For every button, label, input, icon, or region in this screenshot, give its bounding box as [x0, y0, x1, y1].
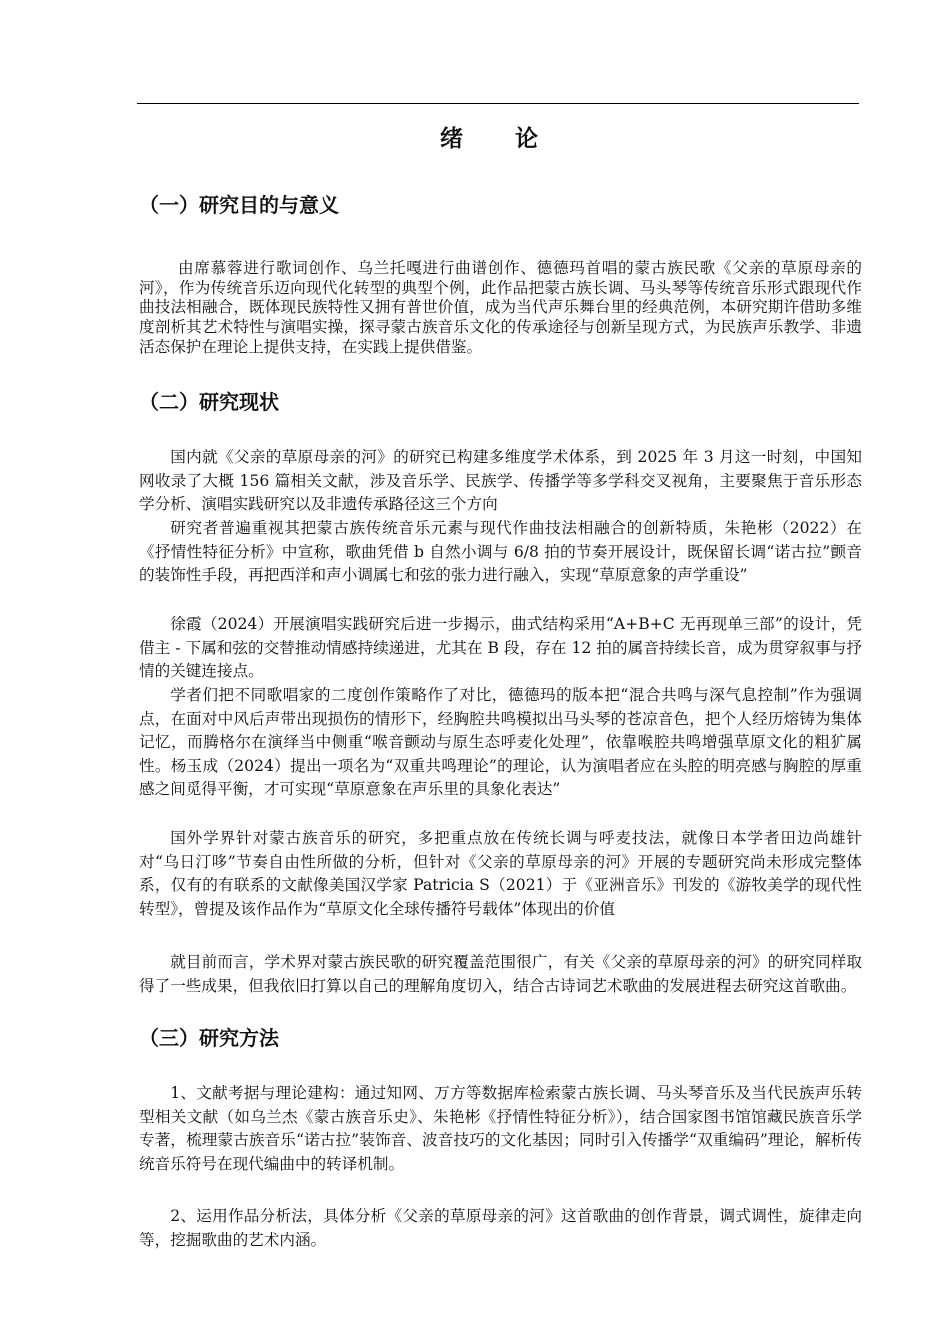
paragraph-3-2: 2、运用作品分析法，具体分析《父亲的草原母亲的河》这首歌曲的创作背景，调式调性，旋律走向等，挖掘歌曲的艺术内涵。	[139, 1207, 862, 1249]
section-heading-3: （三）研究方法	[139, 1026, 279, 1050]
paragraph-2-3: 徐霞（2024）开展演唱实践研究后进一步揭示，曲式结构采用“A+B+C 无再现单三部”的设计，凭借主 - 下属和弦的交替推动情感持续递进，尤其在 B 段，存在 12 拍的属音持续长音，成为贯穿叙事与抒情的关键连接点。	[139, 615, 862, 681]
paragraph-2-4: 学者们把不同歌唱家的二度创作策略作了对比，德德玛的版本把“混合共鸣与深气息控制”作为强调点，在面对中风后声带出现损伤的情形下，经胸腔共鸣模拟出马头琴的苍凉音色，把个人经历熔铸为集体记忆，而腾格尔在演绎当中侧重“喉音颤动与原生态呼麦化处理”，依靠喉腔共鸣增强草原文化的粗犷属性。杨玉成（2024）提出一项名为“双重共鸣理论”的理论，认为演唱者应在头腔的明亮感与胸腔的厚重感之间觅得平衡，才可实现“草原意象在声乐里的具象化表达”	[139, 686, 862, 799]
chapter-title: 绪 论	[439, 126, 560, 152]
paragraph-3-1: 1、文献考据与理论建构：通过知网、万方等数据库检索蒙古族长调、马头琴音乐及当代民族声乐转型相关文献（如乌兰杰《蒙古族音乐史》、朱艳彬《抒情性特征分析》），结合国家图书馆馆藏民族音乐学专著，梳理蒙古族音乐“诺古拉”装饰音、波音技巧的文化基因；同时引入传播学“双重编码”理论，解析传统音乐符号在现代编曲中的转译机制。	[139, 1084, 862, 1173]
paragraph-2-2: 研究者普遍重视其把蒙古族传统音乐元素与现代作曲技法相融合的创新特质，朱艳彬（2022）在《抒情性特征分析》中宣称，歌曲凭借 b 自然小调与 6/8 拍的节奏开展设计，既保留长调“诺古拉”颤音的装饰性手段，再把西洋和声小调属七和弦的张力进行融入，实现“草原意象的声学重设”	[139, 519, 862, 585]
paragraph-2-5: 国外学界针对蒙古族音乐的研究，多把重点放在传统长调与呼麦技法，就像日本学者田边尚雄针对“乌日汀哆”节奏自由性所做的分析，但针对《父亲的草原母亲的河》开展的专题研究尚未形成完整体系，仅有的有联系的文献像美国汉学家 Patricia S（2021）于《亚洲音乐》刊发的《游牧美学的现代性转型》，曾提及该作品作为“草原文化全球传播符号载体”体现出的价值	[139, 829, 862, 918]
section-heading-2: （二）研究现状	[139, 390, 279, 414]
header-rule	[137, 103, 859, 104]
section-heading-1: （一）研究目的与意义	[139, 193, 339, 217]
paragraph-2-6: 就目前而言，学术界对蒙古族民歌的研究覆盖范围很广，有关《父亲的草原母亲的河》的研究同样取得了一些成果，但我依旧打算以自己的理解角度切入，结合古诗词艺术歌曲的发展进程去研究这首歌曲。	[139, 953, 862, 995]
paragraph-1-1: 由席慕蓉进行歌词创作、乌兰托嘎进行曲谱创作、德德玛首唱的蒙古族民歌《父亲的草原母亲的河》，作为传统音乐迈向现代化转型的典型个例，此作品把蒙古族长调、马头琴等传统音乐形式跟现代作曲技法相融合，既体现民族特性又拥有普世价值，成为当代声乐舞台里的经典范例，本研究期许借助多维度剖析其艺术特性与演唱实操，探寻蒙古族音乐文化的传承途径与创新呈现方式，为民族声乐教学、非遗活态保护在理论上提供支持，在实践上提供借鉴。	[139, 259, 862, 356]
paragraph-2-1: 国内就《父亲的草原母亲的河》的研究已构建多维度学术体系，到 2025 年 3 月这一时刻，中国知网收录了大概 156 篇相关文献，涉及音乐学、民族学、传播学等多学科交叉视角，主要聚焦于音乐形态学分析、演唱实践研究以及非遗传承路径这三个方向	[139, 448, 862, 514]
